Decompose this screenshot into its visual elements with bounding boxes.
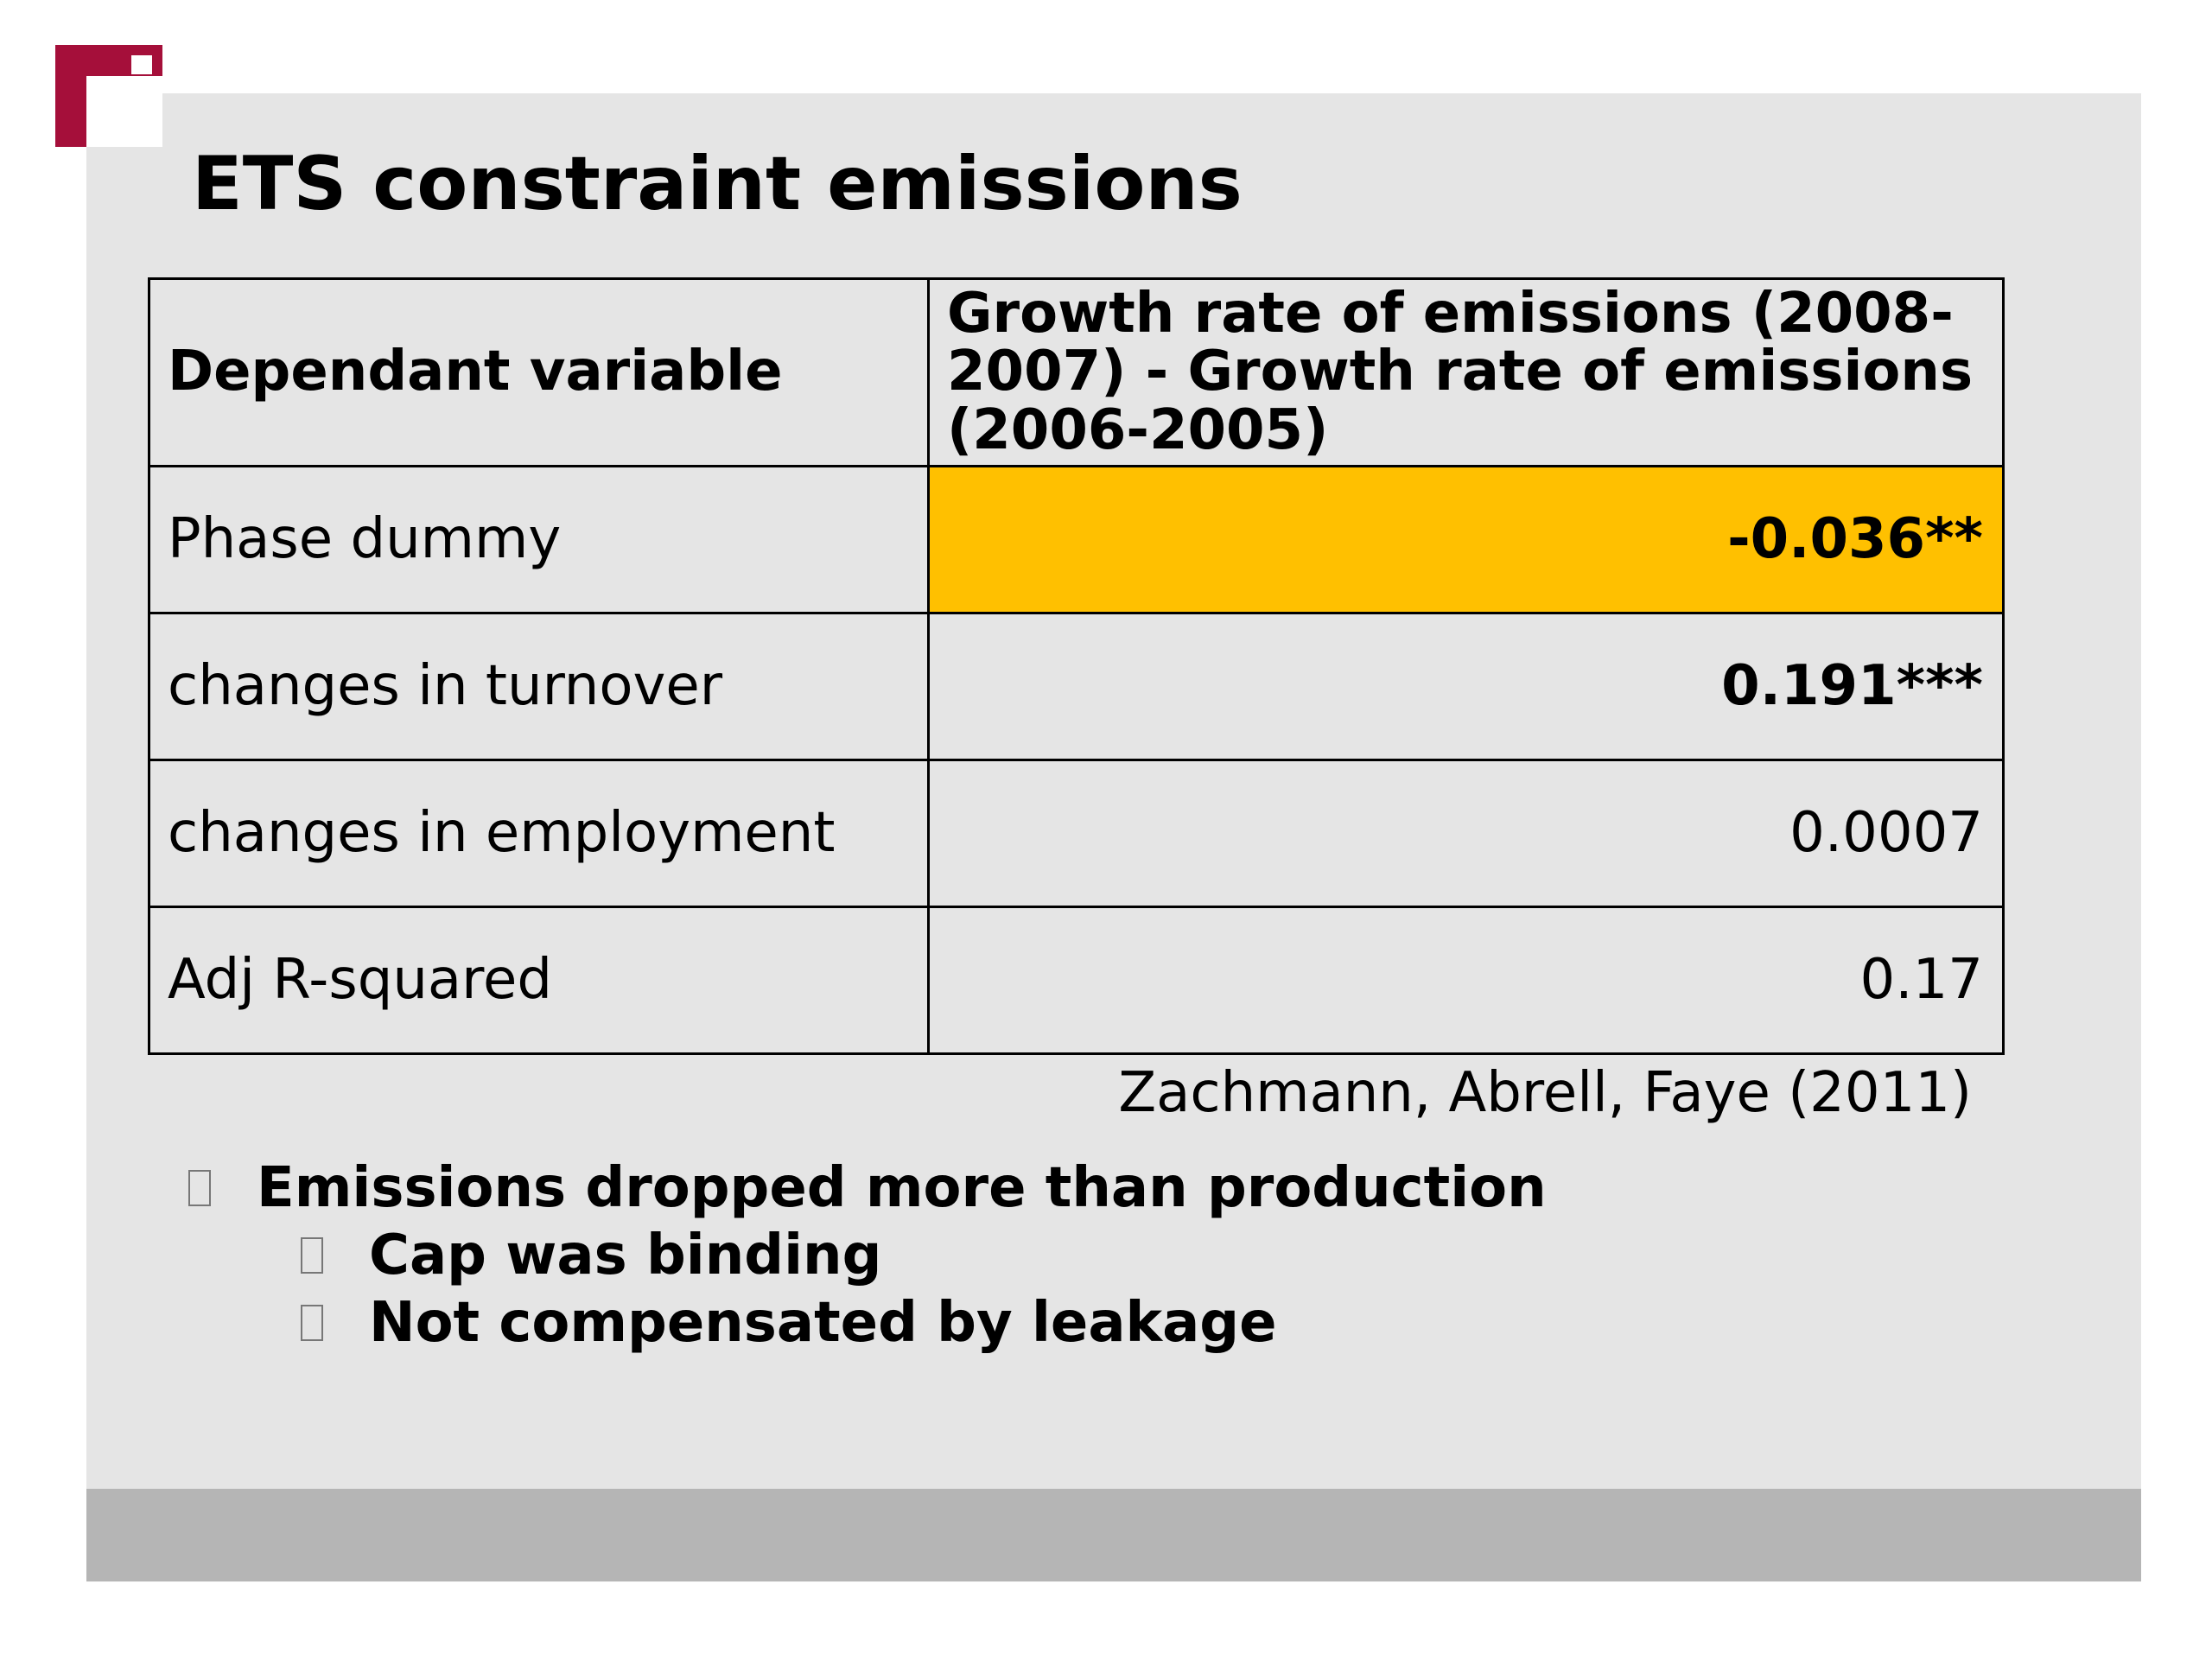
footer-bar <box>86 1489 2141 1581</box>
row-value-turnover: 0.191*** <box>929 613 2004 760</box>
header-dependent-variable: Dependant variable <box>149 279 929 467</box>
slide-title: ETS constraint emissions <box>192 141 1243 227</box>
citation: Zachmann, Abrell, Faye (2011) <box>1118 1061 1972 1125</box>
bullet-marker-icon <box>301 1237 323 1274</box>
logo-icon <box>55 45 162 147</box>
sub-bullet-item <box>301 1224 882 1287</box>
header-growth-rate: Growth rate of emissions (2008-2007) - Growth rate of emissions (2006-2005) <box>929 279 2004 467</box>
bullet-text: Emissions dropped more than production <box>257 1156 1547 1220</box>
bullet-marker-icon <box>188 1170 211 1206</box>
bullet-text: Cap was binding <box>369 1224 882 1287</box>
regression-table <box>148 277 2005 1055</box>
row-value-employment: 0.0007 <box>929 760 2004 907</box>
row-value-adj-r-squared: 0.17 <box>929 907 2004 1054</box>
row-label-employment: changes in employment <box>149 760 929 907</box>
row-label-turnover: changes in turnover <box>149 613 929 760</box>
sub-bullet-item <box>301 1291 1277 1355</box>
table-row <box>149 613 2004 760</box>
row-label-phase-dummy: Phase dummy <box>149 467 929 613</box>
table-header-row <box>149 279 2004 467</box>
bullet-marker-icon <box>301 1305 323 1341</box>
table-row <box>149 467 2004 613</box>
bullet-text: Not compensated by leakage <box>369 1291 1277 1355</box>
table-row <box>149 907 2004 1054</box>
table-row <box>149 760 2004 907</box>
bullet-item <box>188 1156 1547 1220</box>
row-label-adj-r-squared: Adj R-squared <box>149 907 929 1054</box>
row-value-phase-dummy: -0.036** <box>929 467 2004 613</box>
